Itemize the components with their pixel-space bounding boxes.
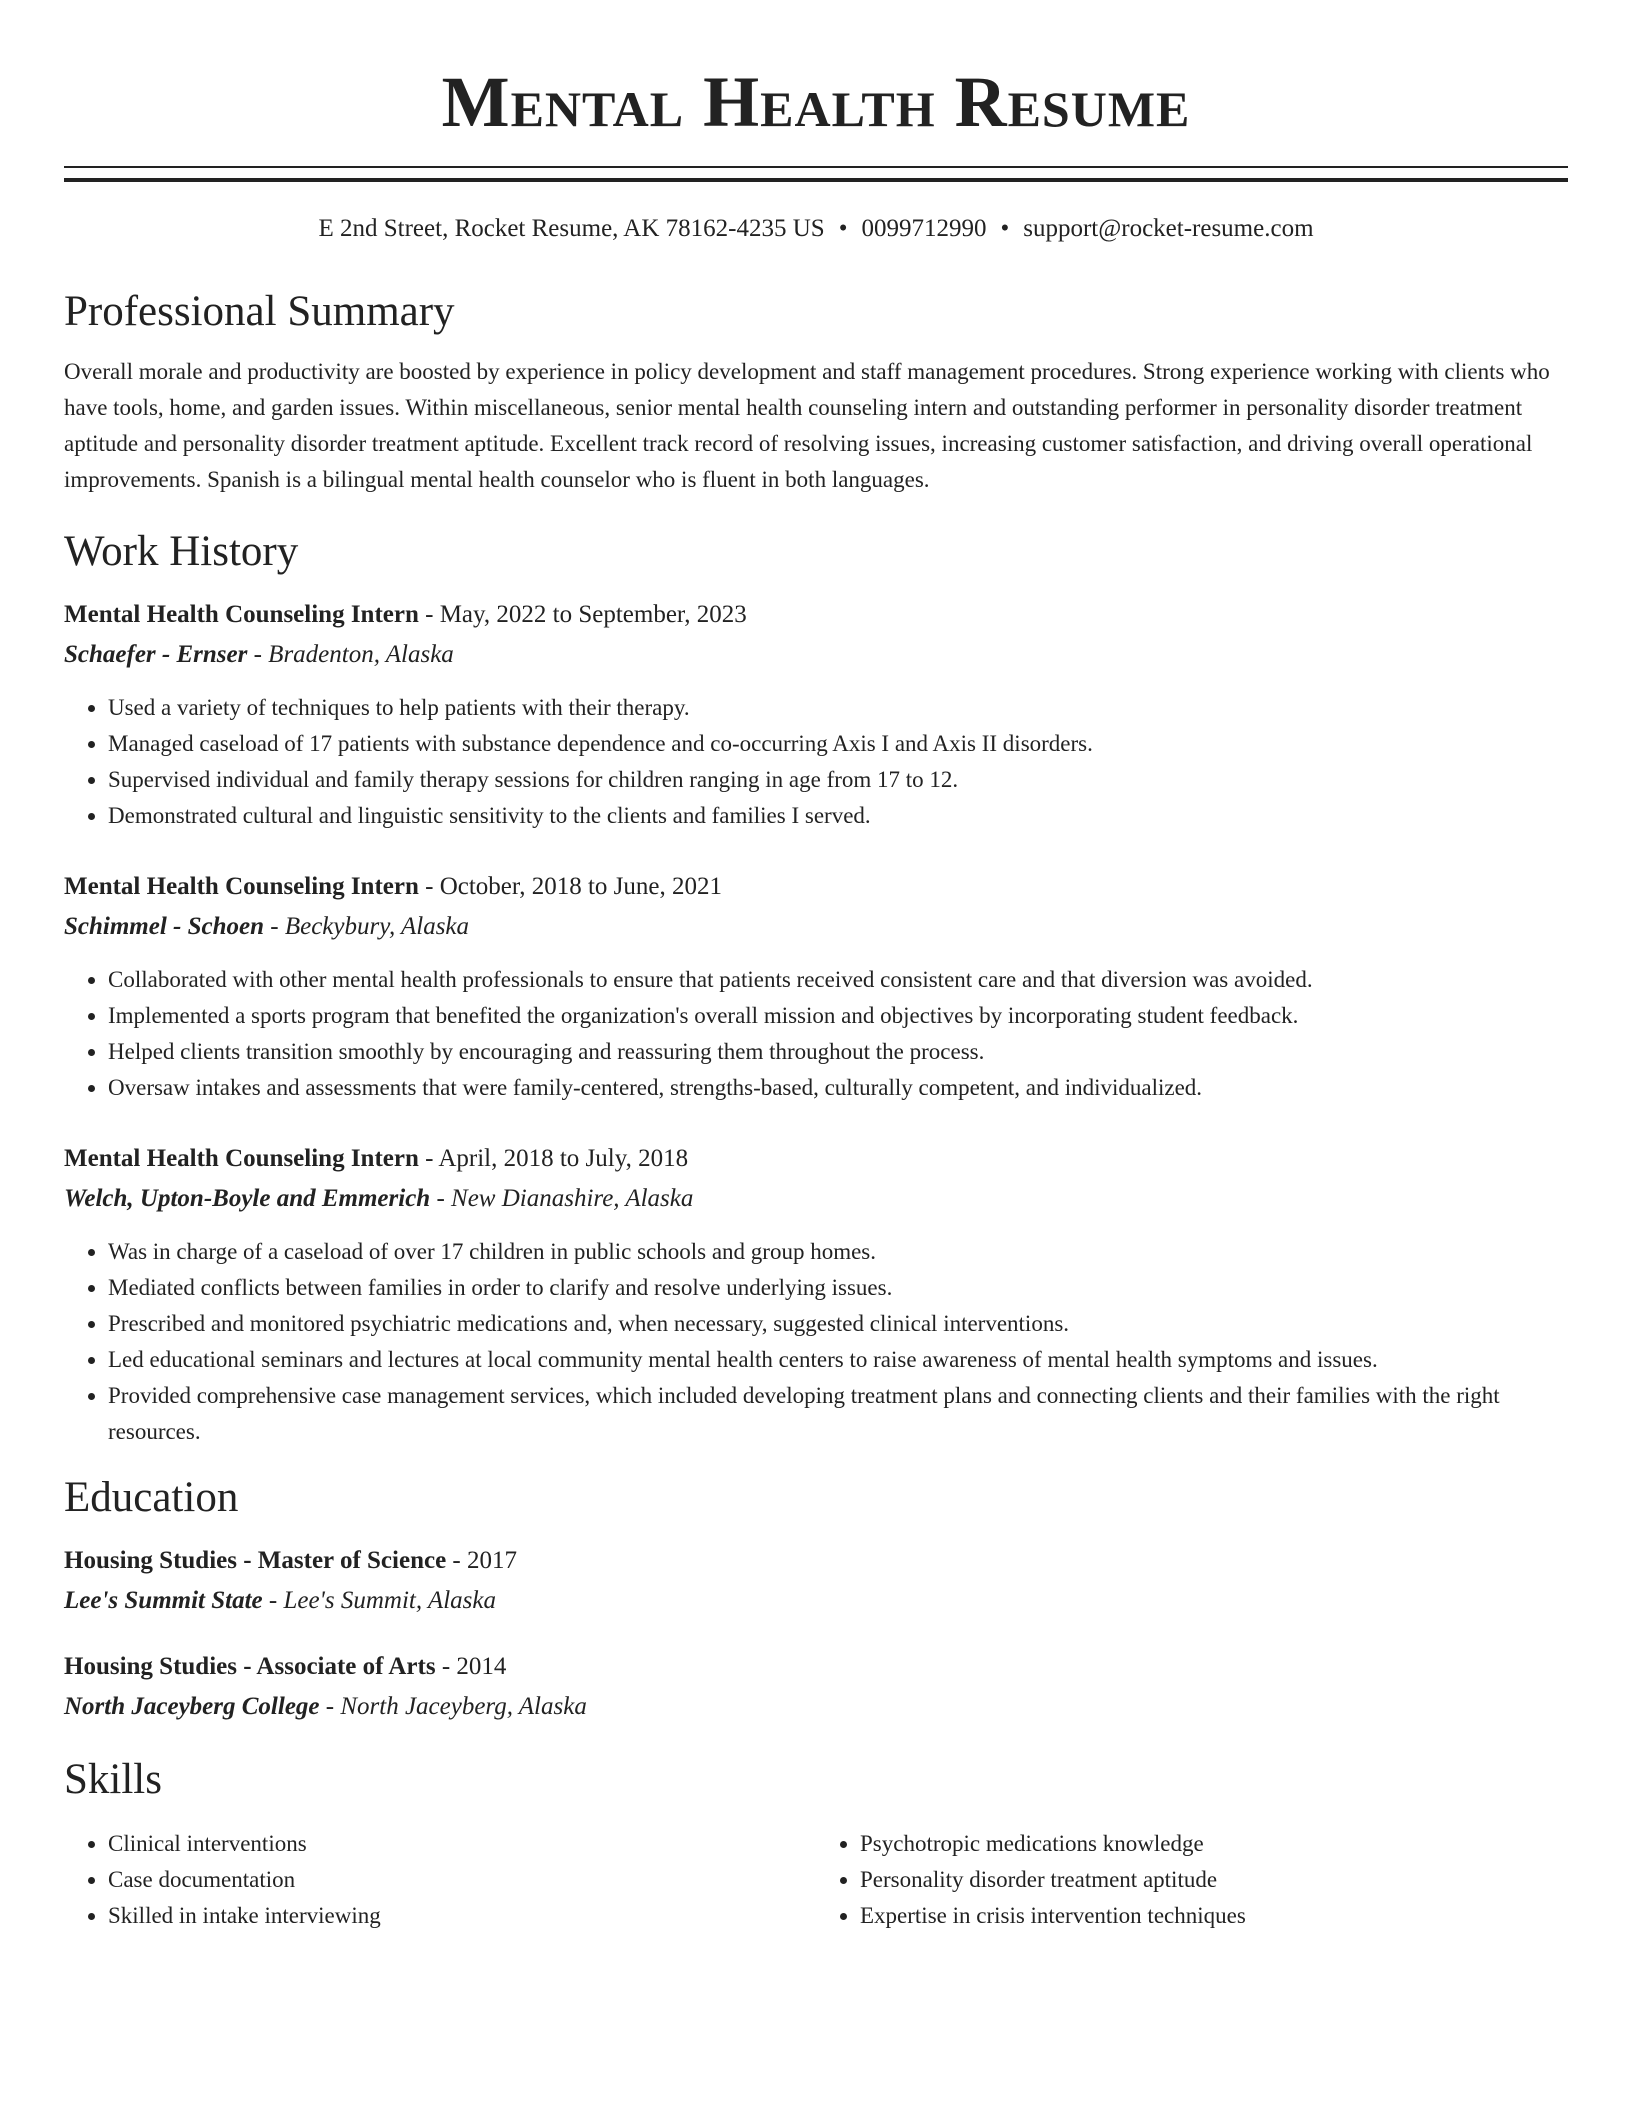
skills-heading: Skills bbox=[64, 1756, 162, 1803]
contact-address: E 2nd Street, Rocket Resume, AK 78162-4235 US bbox=[318, 215, 825, 242]
job-title-line bbox=[64, 1142, 1568, 1176]
education-entry bbox=[64, 1650, 1568, 1724]
resume-title: Mental Health Resume bbox=[441, 62, 1191, 142]
job-entry bbox=[64, 870, 1568, 1106]
job-bullets bbox=[64, 962, 1568, 1106]
work-history-heading: Work History bbox=[64, 528, 299, 575]
degree: Housing Studies - Master of Science bbox=[64, 1547, 447, 1574]
school-location: - Lee's Summit, Alaska bbox=[262, 1587, 496, 1614]
summary-heading: Professional Summary bbox=[64, 288, 455, 335]
job-bullets bbox=[64, 1234, 1568, 1450]
skills-column-left bbox=[64, 1826, 816, 1934]
school-line bbox=[64, 1690, 1568, 1724]
list-item: • Managed caseload of 17 patients with substance dependence and co-occurring Axis I and Axis II disorders. bbox=[108, 726, 1568, 762]
list-item: • Implemented a sports program that benefited the organization's overall mission and objectives by incorporating student feedback. bbox=[108, 998, 1568, 1034]
list-item: • Mediated conflicts between families in order to clarify and resolve underlying issues. bbox=[108, 1270, 1568, 1306]
list-item: • Was in charge of a caseload of over 17 children in public schools and group homes. bbox=[108, 1234, 1568, 1270]
contact-line bbox=[64, 212, 1568, 246]
title-divider bbox=[64, 166, 1568, 182]
school: Lee's Summit State bbox=[64, 1587, 263, 1614]
job-company: Schimmel - Schoen bbox=[64, 913, 265, 940]
skills-column-right bbox=[816, 1826, 1568, 1934]
skill-item: • Clinical interventions bbox=[108, 1826, 816, 1862]
job-dates: - October, 2018 to June, 2021 bbox=[418, 873, 722, 900]
skill-item: • Case documentation bbox=[108, 1862, 816, 1898]
job-entry bbox=[64, 598, 1568, 834]
job-dates: - May, 2022 to September, 2023 bbox=[418, 601, 747, 628]
degree: Housing Studies - Associate of Arts bbox=[64, 1653, 436, 1680]
skills-grid bbox=[64, 1826, 1568, 1934]
list-item: • Prescribed and monitored psychiatric medications and, when necessary, suggested clinical interventions. bbox=[108, 1306, 1568, 1342]
contact-phone: 0099712990 bbox=[861, 215, 987, 242]
degree-year: - 2017 bbox=[446, 1547, 517, 1574]
school-location: - North Jaceyberg, Alaska bbox=[319, 1693, 587, 1720]
list-item: • Demonstrated cultural and linguistic sensitivity to the clients and families I served. bbox=[108, 798, 1568, 834]
list-item: • Supervised individual and family therapy sessions for children ranging in age from 17 to 12. bbox=[108, 762, 1568, 798]
job-title: Mental Health Counseling Intern bbox=[64, 873, 419, 900]
degree-line bbox=[64, 1650, 1568, 1684]
degree-line bbox=[64, 1544, 1568, 1578]
summary-text: Overall morale and productivity are boosted by experience in policy development and staff management procedures. Strong experience working with clients who have tools, home, and garden issues. Within miscellaneous, senior mental health counseling intern and outstanding performer in personality disorder treatment aptitude and personality disorder treatment aptitude. Excellent track record of resolving issues, increasing customer satisfaction, and driving overall operational improvements. Spanish is a bilingual mental health counselor who is fluent in both languages. bbox=[64, 359, 1550, 492]
contact-email: support@rocket-resume.com bbox=[1023, 215, 1314, 242]
list-item: • Helped clients transition smoothly by encouraging and reassuring them throughout the process. bbox=[108, 1034, 1568, 1070]
job-company-line bbox=[64, 638, 1568, 672]
job-title: Mental Health Counseling Intern bbox=[64, 1145, 419, 1172]
contact-separator: • bbox=[838, 215, 848, 242]
skill-item: • Personality disorder treatment aptitude bbox=[860, 1862, 1568, 1898]
job-location: - Beckybury, Alaska bbox=[264, 913, 470, 940]
job-bullets bbox=[64, 690, 1568, 834]
skill-item: • Expertise in crisis intervention techniques bbox=[860, 1898, 1568, 1934]
list-item: • Oversaw intakes and assessments that were family-centered, strengths-based, culturally competent, and individualized. bbox=[108, 1070, 1568, 1106]
contact-separator: • bbox=[1000, 215, 1010, 242]
job-company: Schaefer - Ernser bbox=[64, 641, 248, 668]
job-company-line bbox=[64, 1182, 1568, 1216]
school-line bbox=[64, 1584, 1568, 1618]
job-dates: - April, 2018 to July, 2018 bbox=[418, 1145, 689, 1172]
degree-year: - 2014 bbox=[435, 1653, 507, 1680]
job-entry bbox=[64, 1142, 1568, 1450]
list-item: • Collaborated with other mental health professionals to ensure that patients received consistent care and that diversion was avoided. bbox=[108, 962, 1568, 998]
job-title-line bbox=[64, 870, 1568, 904]
education-entry bbox=[64, 1544, 1568, 1618]
job-company: Welch, Upton-Boyle and Emmerich bbox=[64, 1185, 431, 1212]
list-item: • Provided comprehensive case management services, which included developing treatment plans and connecting clients and their families with the right resources. bbox=[108, 1378, 1568, 1450]
job-title: Mental Health Counseling Intern bbox=[64, 601, 419, 628]
list-item: • Used a variety of techniques to help patients with their therapy. bbox=[108, 690, 1568, 726]
job-title-line bbox=[64, 598, 1568, 632]
education-heading: Education bbox=[64, 1474, 239, 1521]
job-location: - New Dianashire, Alaska bbox=[430, 1185, 694, 1212]
job-location: - Bradenton, Alaska bbox=[247, 641, 454, 668]
job-company-line bbox=[64, 910, 1568, 944]
list-item: • Led educational seminars and lectures at local community mental health centers to raise awareness of mental health symptoms and issues. bbox=[108, 1342, 1568, 1378]
skill-item: • Skilled in intake interviewing bbox=[108, 1898, 816, 1934]
skill-item: • Psychotropic medications knowledge bbox=[860, 1826, 1568, 1862]
school: North Jaceyberg College bbox=[64, 1693, 320, 1720]
